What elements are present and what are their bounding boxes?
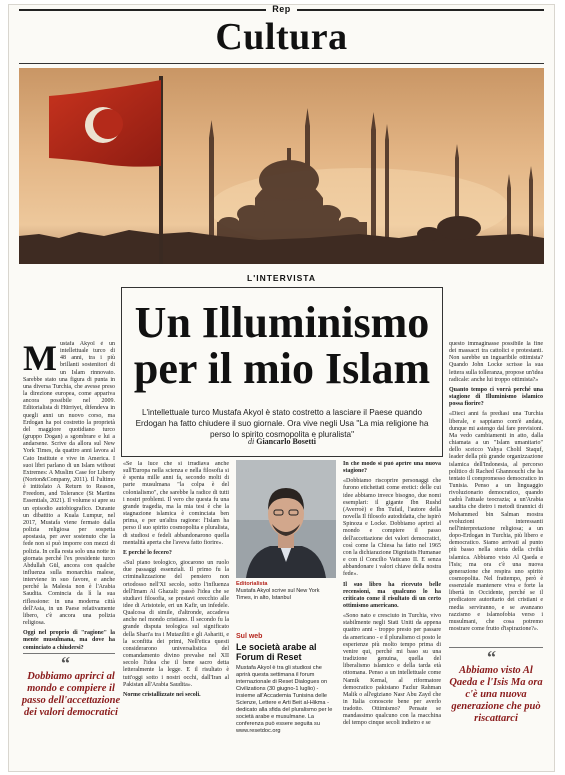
column-2-text: «Se la luce che si irradiava anche sull'Europa nella scienza e nella filosofia si è spenta mille anni fa, secondo molti di parte musulmana "la colpa è del colonialismo", che sarebbe la radice di tutti i nostri problemi. Il vero che questa fu una grande tragedia, ma la mia tesi è che la stagnazione islamica è cominciata ben prima, e per un'altra ragione: l'Islam ha perso il suo spirito cosmopolita e pluralista, di studiosi e fedeli abbandonarono quella mentalità aperta che l'aveva fatto fiorire». [123,461,229,546]
web-text: Mustafa Akyol è tra gli studiosi che aprirà questa settimana il forum internazionale di Reset Dialogues on Civilizations (30 giugno-1 luglio) - insieme all'Accademia Tunisina delle Scienze, Lettere e Arti Beit al-Hikma - dedicato alla sfida del pluralismo per le società arabe e musulmane. La conferenza può essere seguita su www.resetdoc.org [236,665,333,734]
column-4-question: Quanto tempo ci vorrà perché una stagione di Illuminismo islamico possa fiorire? [449,386,543,408]
section-title: Cultura [215,16,348,58]
column-1-text: ustafa Akyol è un intellettuale turco di 48 anni, tra i più brillanti sostenitori di un Islam rinnovato. Sarebbe stato una figura di punta in una diversa Turchia, che avesse preso la direzione europea, come appariva ancora possibile nel 2009. Editorialista di Hürriyet, difendeva in quegli anni un nuovo corso, ma Erdogan ha poi costretto la proprietà del maggiore quotidiano turco (gruppo Dogan) a sgombrare e lui a andarsene. Scrive da allora sul New York Times, da quattro anni lavora al Cato Institute e vive in America. I suoi libri parlano di un Islam without Extremes: A Muslim Case for Liberty (Norton&Company, 2011). Il l'ultimo è intitolato A Return to Reason, Freedom, and Tolerance (St Martins Essentials, 2021). Il volume si apre su un episodio autobiografico. Durante un dibattito a Kuala Lumpur, nel 2017, Mustafa viene fermato dalla polizia religiosa per sospetta apostasia, per aver sostenuto che la fede non si può imporre con mezzi di polizia. In cella resta solo una notte in giornata perché l'ex presidente turco Abdullah Gül, ancora con qualche influenza sulla monarchia malese, interviene in suo favore, e anche perché la Malesia non è l'Arabia Saudita. Comincia da lì la sua riflessione: in una moderna città dell'Asia, in un Paese relativamente libero, c'è ancora una polizia religiosa. [23,341,115,627]
article-tag: L'INTERVISTA [247,273,316,283]
web-title: Le società arabe al Forum di Reset [236,642,317,662]
column-2-text-2: «Sul piano teologico, giocarono un ruolo due passaggi essenziali. Il primo fu la criminalizzazione del pensiero non ortodosso nell'XI secolo, sotto l'influenza dell'Imam Al Ghazali: passò l'idea che se studiavi filosofia, se prestavi orecchio alle idee di Aristotele, eri un Kafir, un infedele. Qualcosa di simile, d'altronde, accadeva anche nel mondo cristiano. Il secondo fu la grande disputa teologica sul significato della Shari'a tra i Mutaziliti e gli Ashariti, e la sconfitta dei primi, Nell'etica questi considerarono universalistica del comandamento divino prevalse nel XII secolo l'idea che il bene sacro detta letteralmente la legge. E il risultato è tutt'oggi sotto i nostri occhi, dall'Iran al Pakistan all'Arabia Saudita». [123,560,229,688]
pullquote-right: Abbiamo visto Al Qaeda e l'Isis Ma ora c'è una nuova generazione che può riscattarci [449,665,543,724]
newspaper-page [8,4,555,772]
column-3 [343,461,441,769]
quote-mark-left: “ [61,653,70,673]
column-2 [123,461,229,769]
column-1-question: Oggi nel proprio di "ragione" la mente musulmana, ma dove ha cominciato a chiudersi? [23,630,115,649]
column-2-question: E perché lo fecero? [123,549,172,556]
web-box [236,633,336,772]
drop-cap: M [23,341,57,378]
headline-line-1: Un Illuminismo [134,298,430,347]
column-2-question-2: Norme cristallizzate nei secoli. [123,691,201,698]
column-4 [449,341,543,641]
pullquote-left: Dobbiamo aprirci al mondo e compiere il passo dell'accettazione dei valori democratici [21,671,121,718]
column-3-text-2: «Sono nato e cresciuto in Turchia, vivo stabilmente negli Stati Uniti da appena quattro anni - troppo presto per passare da americano - e il pluralismo ci posto le esperienze più molto tempo prima di venire qui, perché mi baso su una tradizione genuina, quella del liberalismo islamico e della tarda età ottomana. Penso a un intellettuale come Namik Kemal, al riformatore democratico pakistano Fazlur Rahman Malik o all'egiziano Nasr Abu Zayd che in Italia conoscete bene per averlo tradotto. Ottimismo? Pensate se mandassimo qualcuno con la macchina del tempo cinque secoli indietro e se [343,613,441,727]
article-headline [121,300,443,392]
column-4-text-2: «Dieci anni fa prediasi una Turchia liberale, e sappiamo com'è andata, dunque mi astengo dal fare previsioni. Ma vedo cambiamenti in atto, dalla chiamata a un "Islam umanitario" dello sceicco Yahya Cholil Staquf, leader della più grande organizzazione islamica dell'Indonesia, al percorso politico di Rached Ghannouchi che ha tentato il compromesso democratico in Tunisia. Penso a un linguaggio rivoluzionario democratico, quando cadrà l'attuale teocrazia; a un'Arabia saudita che dietro i metodi tirannici di Mohammed bin Salman mostra evoluzioni interessanti nell'interpretazione religiosa; a un dopo-Erdogan in Turchia, più libero e democratico. Siamo arrivati al punto più basso nella storia della civiltà islamica. Abbiamo visto Al Qaeda e l'Isis; ma ora c'è una nuova generazione che respira uno spirito cosmopolita. Nel frattempo, però è essenziale mantenere viva e forte la libertà in Occidente, perché se il predicatore autoritario dei cristiani e media serviranno, e se avanzano razzismo e islamofobia verso i musulmani, che cosa potremo mostrare come frutto d'ispirazione?». [449,411,543,633]
column-3-question: In che modo si può aprire una nuova stagione? [343,461,441,475]
column-4-text: questo immaginasse possibile la fine dei massacri tra cattolici e protestanti. Non sarebbe un inguaribile ottimista? Quando John Locke scrisse la sua lettera sulla tolleranza, propose un'idea radicale: anche lui troppo ottimista?» [449,341,543,383]
portrait-caption: Editorialista Mustafa Akyol scrive sul New York Times, in alto, Istanbul [236,581,320,601]
section-rule [19,63,544,64]
quote-mark-right: “ [487,647,496,667]
istanbul-skyline-photo [19,68,544,264]
column-3-text: «Dobbiamo riscoprire personaggi che furono etichettati come eretici: delle cui idee abbiamo invece bisogno, due nomi esemplari: il gigante Ibn Rushd (Averroè) e Ibn Tufail, l'autore della novella Il filosofo autodidatta, che ispirò Spinoza e Locke. Dobbiamo aprirci al mondo e compiere il passo dell'accettazione dei valori democratici, così come la Chiesa ha fatto nel 1965 con la dichiarazione Dignitatis Humanae e con il Concilio Vaticano II. E senza abbandonare i valori chiave della nostra fede». [343,478,441,578]
column-1 [23,341,115,649]
headline-line-2: per il mio Islam [133,344,431,393]
column-3-question-2: Il suo libro ha ricevuto belle recensioni, ma qualcuno lo ha criticato come il risultato di un certo ottimismo americano. [343,581,441,609]
masthead-kicker: Rep [9,4,554,14]
pullquote-right-rule [449,647,543,648]
web-label: Sul web [236,633,263,640]
author-portrait [236,460,336,578]
article-deck: L'intellettuale turco Mustafa Akyol è stato costretto a lasciare il Paese quando Erdogan ha fatto chiudere il suo giornale. Ora vive negli Usa "La mia religione ha perso lo spirito cosmopolita e pluralista" [135,408,429,439]
article-byline: di Giancarlo Bosetti [247,437,316,446]
